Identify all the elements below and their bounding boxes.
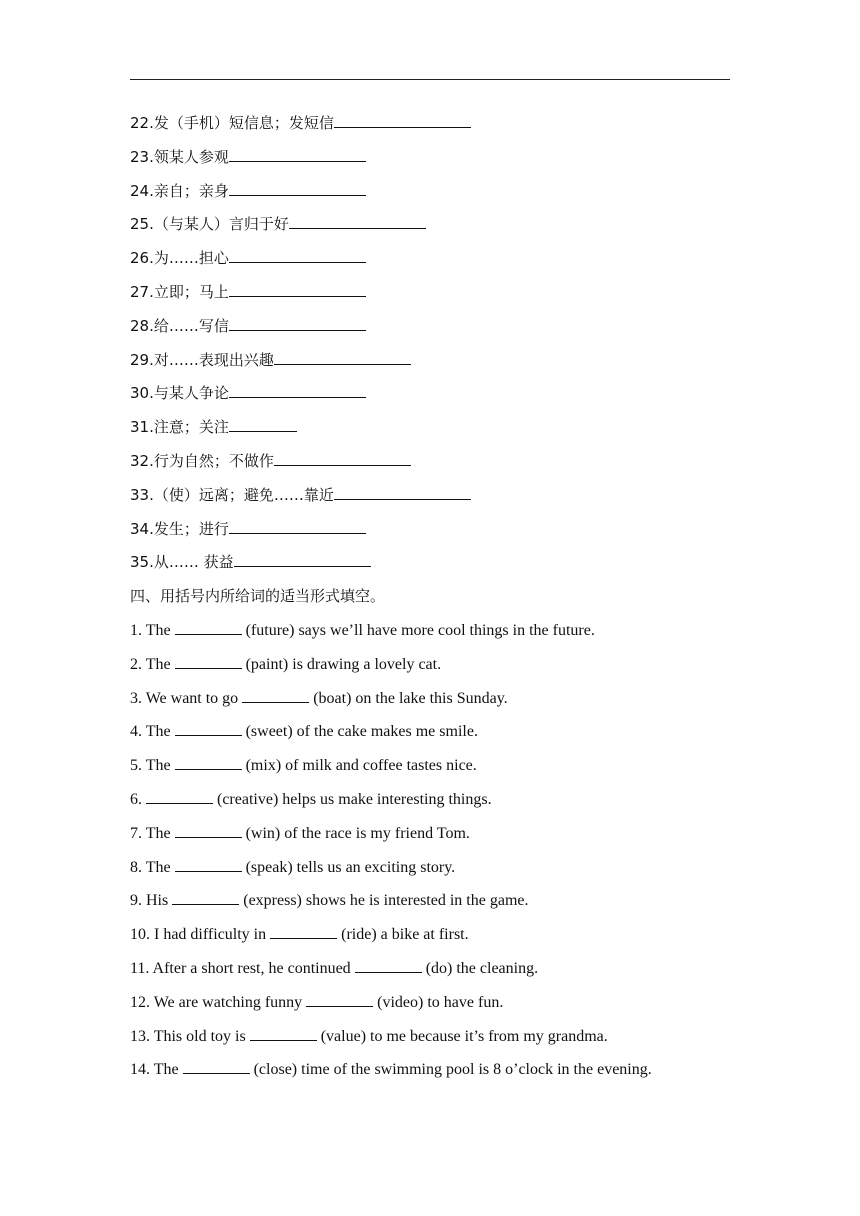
sentence-item: 9. His (express) shows he is interested in the game. <box>130 892 529 910</box>
answer-blank[interactable] <box>274 464 411 466</box>
answer-blank[interactable] <box>229 430 297 432</box>
phrase-item: 26.为……担心 <box>130 245 730 279</box>
phrase-item: 35.从…… 获益 <box>130 549 730 583</box>
phrase-item: 34.发生；进行 <box>130 516 730 550</box>
answer-blank[interactable] <box>175 836 242 838</box>
phrase-item: 22.发（手机）短信息；发短信 <box>130 110 730 144</box>
phrase-item: 32.行为自然；不做作 <box>130 448 730 482</box>
sentence-item: 2. The (paint) is drawing a lovely cat. <box>130 655 442 673</box>
answer-blank[interactable] <box>229 396 366 398</box>
answer-blank[interactable] <box>146 802 213 804</box>
sentence-item: 11. After a short rest, he continued (do) the cleaning. <box>130 959 539 977</box>
answer-blank[interactable] <box>229 160 366 162</box>
answer-blank[interactable] <box>250 1039 317 1041</box>
header-rule <box>130 79 730 80</box>
answer-blank[interactable] <box>289 227 426 229</box>
sentence-item: 10. I had difficulty in (ride) a bike at first. <box>130 926 469 944</box>
phrase-item: 29.对……表现出兴趣 <box>130 347 730 381</box>
sentence-item: 13. This old toy is (value) to me because it’s from my grandma. <box>130 1027 608 1045</box>
answer-blank[interactable] <box>270 937 337 939</box>
answer-blank[interactable] <box>306 1005 373 1007</box>
answer-blank[interactable] <box>334 498 471 500</box>
sentence-item: 14. The (close) time of the swimming pool is 8 o’clock in the evening. <box>130 1061 652 1079</box>
answer-blank[interactable] <box>229 532 366 534</box>
phrase-item: 30.与某人争论 <box>130 380 730 414</box>
worksheet-content <box>130 110 730 1090</box>
sentence-item: 3. We want to go (boat) on the lake this Sunday. <box>130 689 508 707</box>
phrase-item: 33.（使）远离；避免……靠近 <box>130 482 730 516</box>
answer-blank[interactable] <box>229 329 366 331</box>
answer-blank[interactable] <box>229 194 366 196</box>
sentence-item: 6. (creative) helps us make interesting things. <box>130 790 492 808</box>
answer-blank[interactable] <box>175 633 242 635</box>
answer-blank[interactable] <box>274 363 411 365</box>
phrase-item: 27.立即；马上 <box>130 279 730 313</box>
answer-blank[interactable] <box>242 701 309 703</box>
section-title: 四、用括号内所给词的适当形式填空。 <box>130 587 386 606</box>
answer-blank[interactable] <box>183 1072 250 1074</box>
phrase-item: 24.亲自；亲身 <box>130 178 730 212</box>
phrase-item: 31.注意；关注 <box>130 414 730 448</box>
answer-blank[interactable] <box>229 295 366 297</box>
sentence-item: 8. The (speak) tells us an exciting story. <box>130 858 456 876</box>
answer-blank[interactable] <box>175 870 242 872</box>
answer-blank[interactable] <box>334 126 471 128</box>
answer-blank[interactable] <box>355 971 422 973</box>
answer-blank[interactable] <box>175 734 242 736</box>
answer-blank[interactable] <box>172 903 239 905</box>
sentence-item: 4. The (sweet) of the cake makes me smile. <box>130 723 478 741</box>
phrase-item: 25.（与某人）言归于好 <box>130 211 730 245</box>
sentence-item: 1. The (future) says we’ll have more cool things in the future. <box>130 621 595 639</box>
answer-blank[interactable] <box>229 261 366 263</box>
answer-blank[interactable] <box>175 667 242 669</box>
answer-blank[interactable] <box>175 768 242 770</box>
phrase-item: 23.领某人参观 <box>130 144 730 178</box>
sentence-item: 7. The (win) of the race is my friend Tom. <box>130 824 470 842</box>
phrase-item: 28.给……写信 <box>130 313 730 347</box>
sentence-item: 5. The (mix) of milk and coffee tastes nice. <box>130 757 477 775</box>
sentence-item: 12. We are watching funny (video) to have fun. <box>130 993 504 1011</box>
answer-blank[interactable] <box>234 565 371 567</box>
